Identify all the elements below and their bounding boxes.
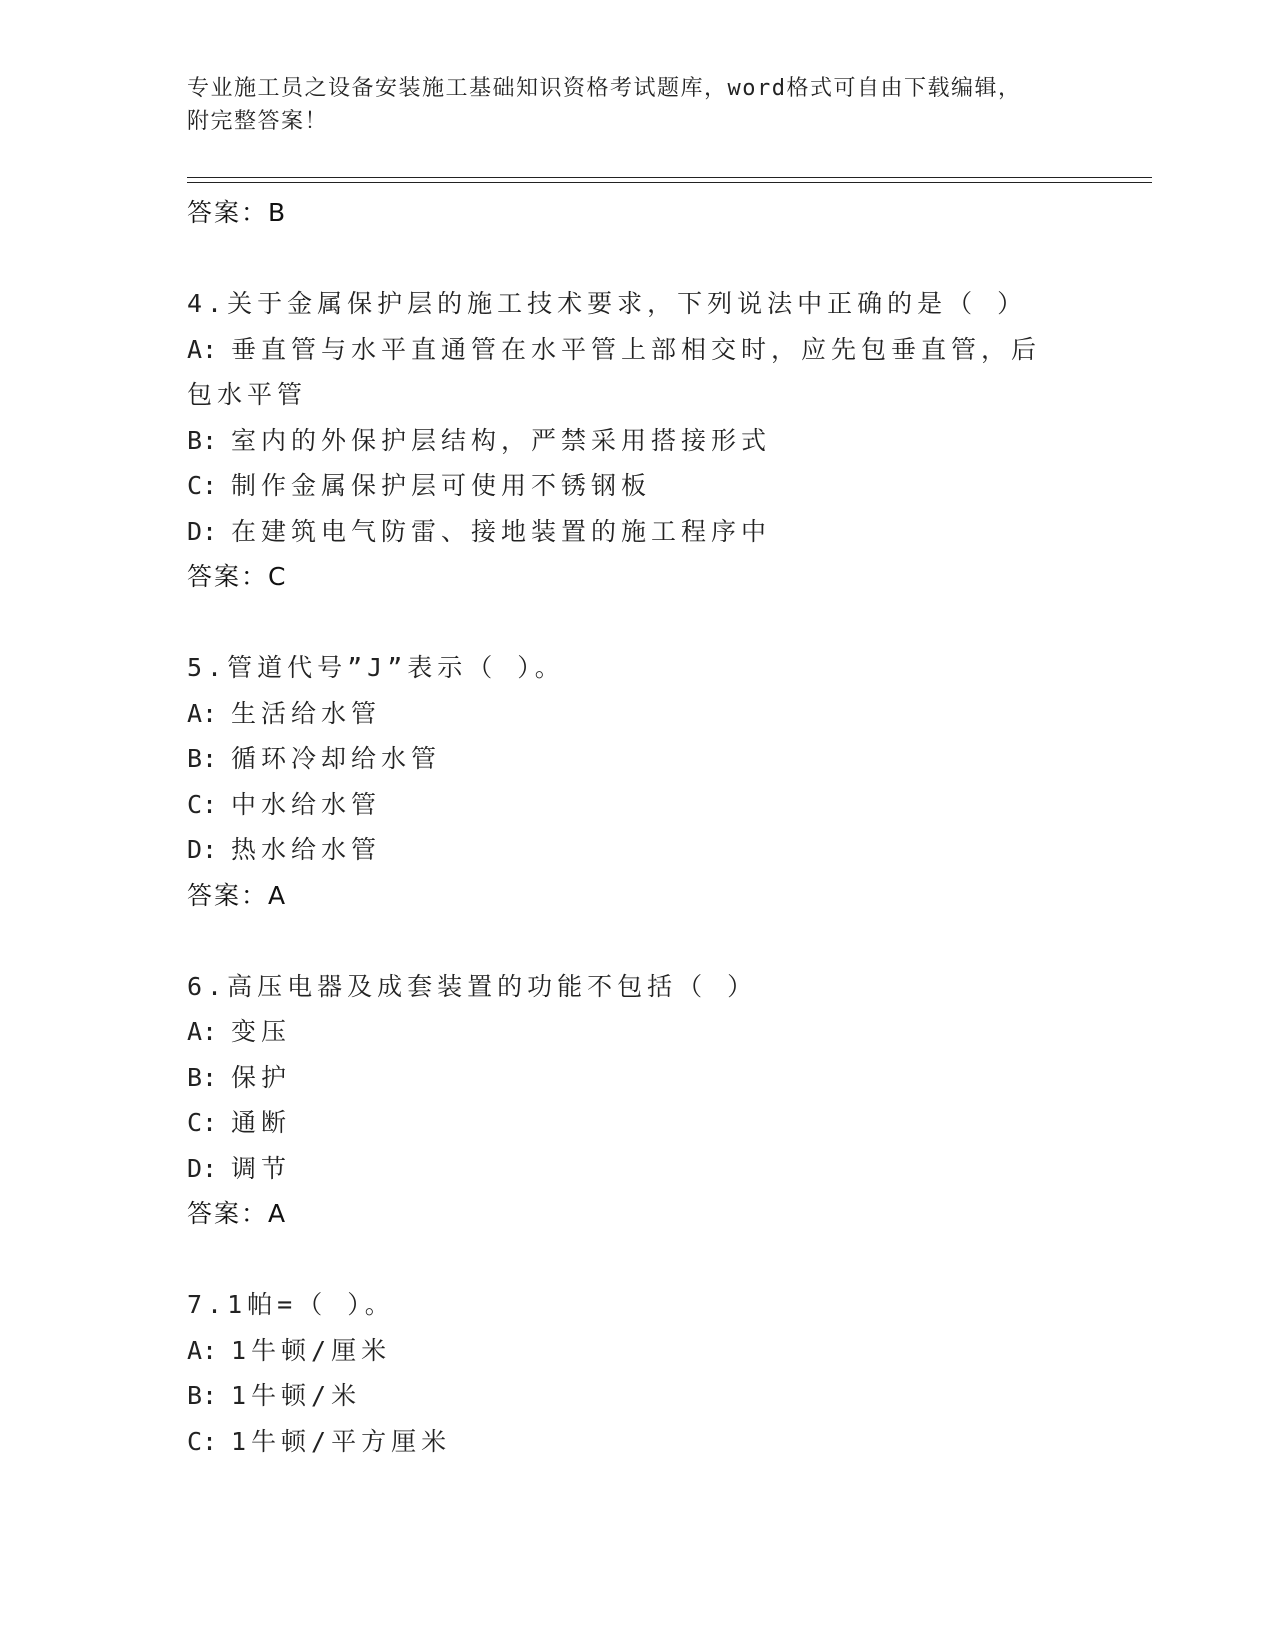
question-text: 4.关于金属保护层的施工技术要求，下列说法中正确的是（ ） xyxy=(187,289,1028,318)
question-6 xyxy=(187,964,1067,1238)
option-key: A: xyxy=(187,1335,218,1365)
option-text: 中水给水管 xyxy=(231,789,382,819)
option-c xyxy=(187,1100,1067,1146)
option-b xyxy=(187,1055,1067,1101)
answer-q5: 答案：A xyxy=(187,880,288,910)
option-key: B: xyxy=(187,425,218,455)
option-text: 1牛顿/平方厘米 xyxy=(231,1426,452,1456)
option-a xyxy=(187,1009,1067,1055)
option-text: 生活给水管 xyxy=(231,698,382,728)
question-5 xyxy=(187,645,1067,919)
question-7 xyxy=(187,1282,1067,1464)
option-a xyxy=(187,691,1067,737)
option-text: 通断 xyxy=(231,1108,292,1137)
option-b xyxy=(187,736,1067,782)
option-key: D: xyxy=(187,516,218,546)
option-b xyxy=(187,418,1067,464)
header-line-2: 附完整答案！ xyxy=(187,109,329,134)
question-text: 7.1帕=（ ）。 xyxy=(187,1290,395,1319)
option-text: 变压 xyxy=(231,1017,292,1046)
option-key: C: xyxy=(187,1108,218,1137)
option-key: B: xyxy=(187,744,218,773)
header-rule-top xyxy=(187,177,1152,178)
option-key: B: xyxy=(187,1062,218,1092)
option-c xyxy=(187,1419,1067,1465)
option-key: D: xyxy=(187,835,218,864)
option-text: 制作金属保护层可使用不锈钢板 xyxy=(231,471,652,500)
option-text: 调节 xyxy=(231,1153,292,1183)
option-d xyxy=(187,1146,1067,1192)
option-text: 1牛顿/米 xyxy=(231,1381,362,1410)
option-c xyxy=(187,463,1067,509)
option-b xyxy=(187,1373,1067,1419)
option-d xyxy=(187,827,1067,873)
option-text: 垂直管与水平直通管在水平管上部相交时，应先包垂直管，后包水平管 xyxy=(187,334,1042,409)
document-header xyxy=(187,72,1087,138)
option-a xyxy=(187,1328,1067,1374)
option-key: C: xyxy=(187,1426,218,1456)
answer-q3: 答案：B xyxy=(187,198,288,227)
option-text: 1牛顿/厘米 xyxy=(231,1335,392,1365)
option-c xyxy=(187,782,1067,828)
answer-q6: 答案：A xyxy=(187,1199,288,1228)
option-text: 循环冷却给水管 xyxy=(231,744,442,773)
question-text: 6.高压电器及成套装置的功能不包括（ ） xyxy=(187,971,758,1001)
header-rule-bottom xyxy=(187,182,1152,183)
option-a xyxy=(187,327,1067,418)
option-key: C: xyxy=(187,471,218,500)
option-text: 保护 xyxy=(231,1062,292,1092)
option-text: 热水给水管 xyxy=(231,835,382,864)
header-line-1: 专业施工员之设备安装施工基础知识资格考试题库，word格式可自由下载编辑， xyxy=(187,76,1022,101)
question-4 xyxy=(187,281,1067,600)
option-key: D: xyxy=(187,1153,218,1183)
question-text: 5.管道代号”J”表示（ ）。 xyxy=(187,653,565,682)
option-key: A: xyxy=(187,334,218,364)
option-key: A: xyxy=(187,698,218,728)
answer-q4: 答案：C xyxy=(187,562,288,591)
option-key: C: xyxy=(187,789,218,819)
option-d xyxy=(187,509,1067,555)
option-text: 室内的外保护层结构，严禁采用搭接形式 xyxy=(231,425,772,455)
option-key: A: xyxy=(187,1017,218,1046)
document-body xyxy=(187,190,1067,1464)
option-key: B: xyxy=(187,1381,218,1410)
option-text: 在建筑电气防雷、接地装置的施工程序中 xyxy=(231,516,772,546)
